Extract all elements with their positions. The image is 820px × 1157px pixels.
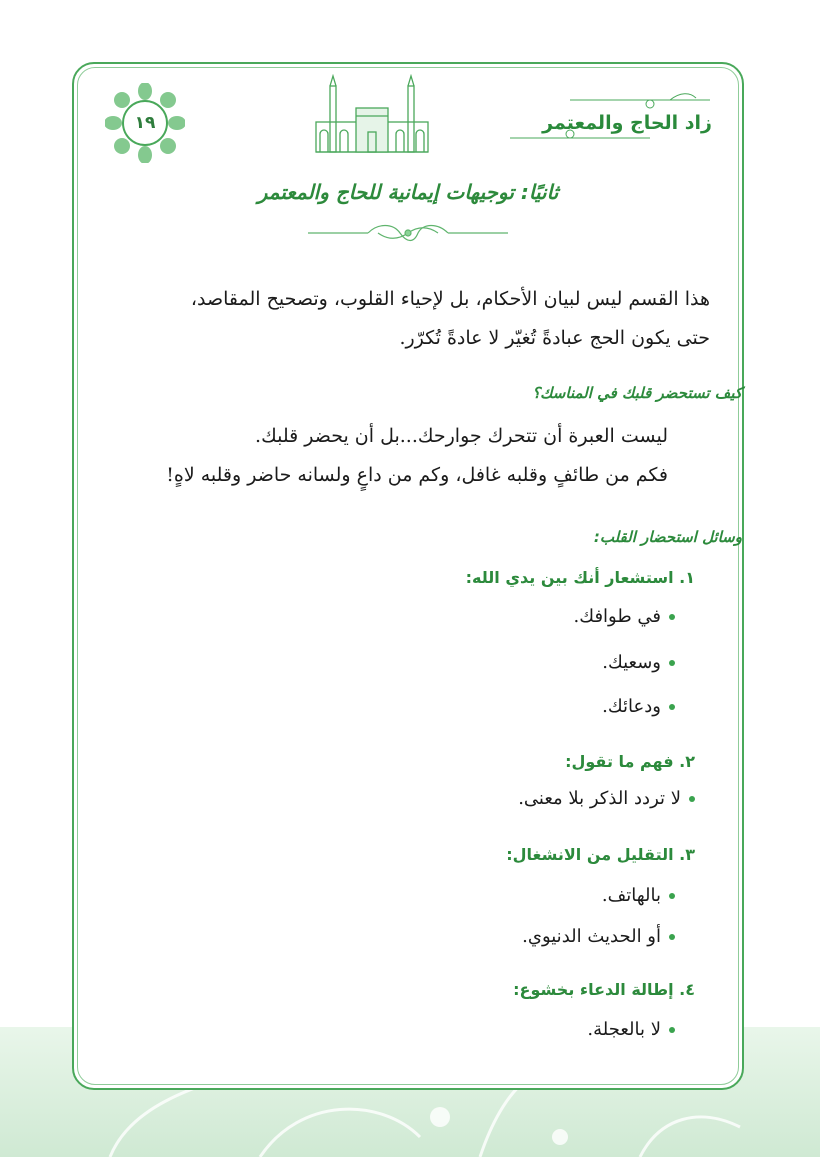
intro-line-2: حتى يكون الحج عبادةً تُغيّر لا عادةً تُكرّر.: [399, 327, 710, 349]
intro-line-1: هذا القسم ليس لبيان الأحكام، بل لإحياء القلوب، وتصحيح المقاصد،: [190, 288, 710, 310]
list-item-text: وسعيك.: [602, 652, 661, 673]
means-heading: وسائل استحضار القلب:: [593, 528, 742, 546]
bullet-icon: [669, 614, 675, 620]
page-number: ١٩: [134, 113, 156, 133]
list-item-text: بالهاتف.: [601, 885, 661, 906]
list-item-text: لا بالعجلة.: [587, 1019, 661, 1040]
question-line-2: فكم من طائفٍ وقلبه غافل، وكم من داعٍ ولسانه حاضر وقلبه لاهٍ!: [166, 464, 668, 486]
list-item: [522, 926, 675, 947]
bullet-icon: [669, 934, 675, 940]
mosque-kaaba-icon: [312, 74, 432, 154]
bullet-icon: [669, 660, 675, 666]
means-4-title: ٤. إطالة الدعاء بخشوع:: [513, 980, 695, 999]
bullet-icon: [689, 796, 695, 802]
list-item-text: لا تردد الذكر بلا معنى.: [518, 788, 681, 809]
list-item-text: ودعائك.: [602, 696, 661, 717]
list-item-text: في طوافك.: [573, 606, 661, 627]
ornament-divider-icon: [308, 220, 508, 246]
list-item: [574, 606, 675, 627]
means-3-title: ٣. التقليل من الانشغال:: [506, 845, 695, 864]
question-heading: كيف تستحضر قلبك في المناسك؟: [532, 384, 742, 402]
bullet-icon: [669, 1027, 675, 1033]
question-line-1: ليست العبرة أن تتحرك جوارحك...بل أن يحضر قلبك.: [255, 425, 668, 447]
book-title: زاد الحاج والمعتمر: [542, 112, 712, 134]
list-item: [602, 696, 675, 717]
list-item: [602, 885, 675, 906]
section-title: ثانيًا: توجيهات إيمانية للحاج والمعتمر: [257, 180, 559, 204]
means-2-title: ٢. فهم ما تقول:: [565, 752, 695, 771]
list-item: [602, 652, 675, 673]
list-item: [518, 788, 695, 809]
title-flourish-icon: [500, 90, 715, 146]
means-1-title: ١. استشعار أنك بين يدي الله:: [465, 568, 695, 587]
bullet-icon: [669, 893, 675, 899]
bullet-icon: [669, 704, 675, 710]
list-item-text: أو الحديث الدنيوي.: [522, 926, 661, 947]
list-item: [587, 1019, 675, 1040]
